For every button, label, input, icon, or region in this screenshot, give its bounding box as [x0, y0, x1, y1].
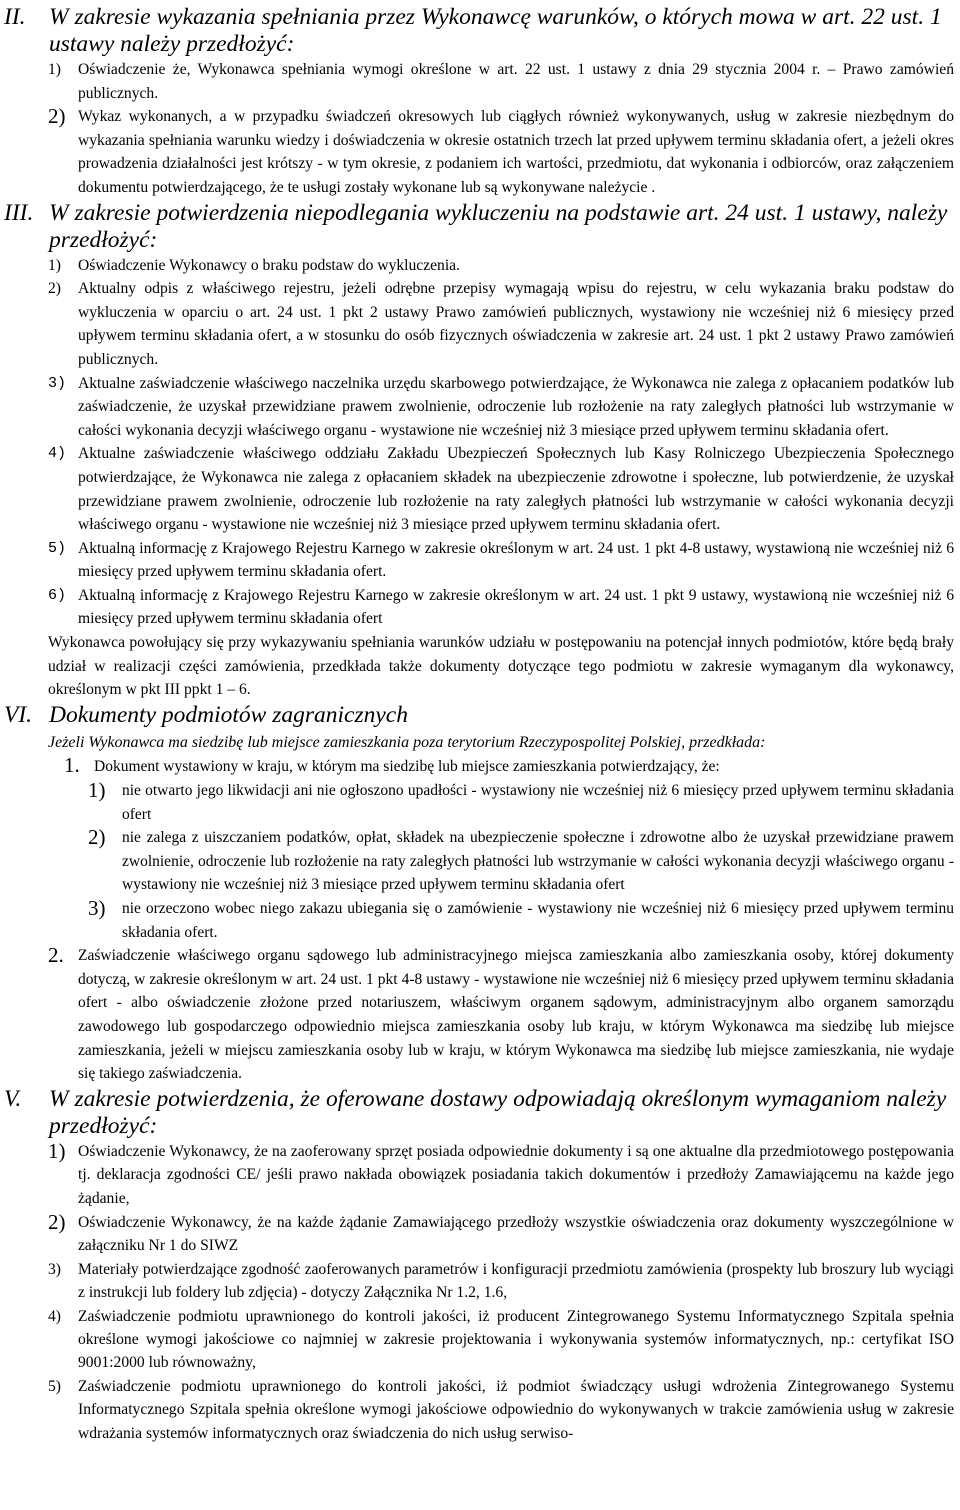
section-number: III. — [4, 199, 34, 226]
item-number: 1) — [88, 778, 106, 803]
list-item — [0, 779, 954, 826]
list-item — [0, 372, 954, 443]
item-number: 6) — [48, 586, 67, 604]
item-number: 2) — [48, 280, 61, 298]
section-title: W zakresie potwierdzenia, że oferowane dostawy odpowiadają określonym wymaganiom należy przedłożyć: — [49, 1085, 947, 1139]
section-heading-6 — [0, 702, 954, 729]
item-text: Aktualne zaświadczenie właściwego oddziału Zakładu Ubezpieczeń Społecznych lub Kasy Rolniczego Ubezpieczenia Społecznego potwierdzające, że Wykonawca nie zalega z opłacaniem składek na ubezpieczenie zdrowotne i społeczne, lub potwierdzenie, że uzyskał przewidziane prawem zwolnienie, odroczenie lub rozłożenie na raty zaległych płatności lub wstrzymanie w całości wykonania decyzji właściwego organu - wystawione nie wcześniej niż 3 miesiące przed upływem terminu składania ofert. — [78, 445, 954, 534]
item-number: 3) — [48, 1260, 61, 1278]
item-text: Aktualną informację z Krajowego Rejestru Karnego w zakresie określonym w art. 24 ust. 1 pkt 4-8 ustawy, wystawioną nie wcześniej niż 6 miesięcy przed upływem terminu składania ofert. — [78, 539, 954, 581]
item-text: nie zalega z uiszczaniem podatków, opłat, składek na ubezpieczenie społeczne i zdrowotne albo że uzyskał przewidziane prawem zwolnienie, odroczenie lub rozłożenie na raty zaległych płatności lub wstrzymanie w całości wykonania decyzji właściwego organu - wystawiony nie wcześniej niż 3 miesiące przed upływem terminu składania ofert — [122, 829, 954, 894]
item-text: Oświadczenie Wykonawcy, że na każde żądanie Zamawiającego przedłoży wszystkie oświadczenia oraz dokumenty wyszczególnione w załączniku Nr 1 do SIWZ — [78, 1213, 954, 1255]
item-number: 2) — [48, 1209, 66, 1234]
item-number: 1. — [64, 753, 80, 778]
item-text: nie orzeczono wobec niego zakazu ubiegania się o zamówienie - wystawiony nie wcześniej niż 6 miesięcy przed upływem terminu składania ofert. — [122, 900, 954, 941]
section-heading-5 — [0, 1086, 954, 1140]
item-number: 1) — [48, 61, 61, 78]
section-title: W zakresie wykazania spełniania przez Wykonawcę warunków, o których mowa w art. 22 ust. 1 ustawy należy przedłożyć: — [49, 4, 942, 57]
list-item — [0, 1211, 954, 1258]
list-item — [0, 897, 954, 944]
item-number: 4) — [48, 1307, 61, 1325]
section-number: VI. — [4, 701, 33, 728]
item-text: nie otwarto jego likwidacji ani nie ogłoszono upadłości - wystawiony nie wcześniej niż 6 miesięcy przed upływem terminu składania ofert — [122, 782, 954, 823]
item-text: Oświadczenie Wykonawcy o braku podstaw do wykluczenia. — [78, 256, 461, 274]
item-number: 3) — [88, 896, 106, 920]
item-text: Oświadczenie że, Wykonawca spełniania wymogi określone w art. 22 ust. 1 ustawy z dnia 29 stycznia 2004 r. – Prawo zamówień publicznych. — [78, 61, 954, 102]
section-title: Dokumenty podmiotów zagranicznych — [49, 701, 408, 728]
item-text: Materiały potwierdzające zgodność zaoferowanych parametrów i konfiguracji przedmiotu zamówienia (prospekty lub broszury lub wyciągi z instrukcji lub foldery lub zdjęcia) - dotyczy Załącznika Nr 1.2, 1.6, — [78, 1260, 954, 1302]
item-text: Aktualny odpis z właściwego rejestru, jeżeli odrębne przepisy wymagają wpisu do rejestru, w celu wykazania braku podstaw do wykluczenia w oparciu o art. 24 ust. 1 pkt 2 ustawy Prawo zamówień publicznych, wystawiony nie wcześniej niż 6 miesięcy przed upływem terminu składania ofert, a w stosunku do osób fizycznych oświadczenia w zakresie art. 24 ust. 1 pkt 2 ustawy Prawo zamówień publicznych. — [78, 280, 954, 368]
item-number: 4) — [48, 445, 67, 463]
list-item — [0, 1140, 954, 1211]
list-item — [0, 944, 954, 1086]
section-title: W zakresie potwierdzenia niepodlegania wykluczeniu na podstawie art. 24 ust. 1 ustawy, należy przedłożyć: — [49, 199, 948, 253]
item-text: Zaświadczenie właściwego organu sądowego lub administracyjnego miejsca zamieszkania albo zamieszkania osoby, której dokumenty dotyczą, w zakresie określonym w art. 24 ust. 1 pkt 4-8 ustawy - wystawione nie wcześniej niż 6 miesięcy przed upływem terminu składania ofert - albo oświadczenie złożone przed notariuszem, właściwym organem sądowym, administracyjnym albo organem samorządu zawodowego lub gospodarczego odpowiednio miejsca zamieszkania osoby lub kraju, w którym Wykonawca ma siedzibę lub miejsce zamieszkania, jeżeli w miejscu zamieszkania osoby lub w kraju, w którym Wykonawca ma siedzibę lub miejsce zamieszkania, nie wydaje się takiego zaświadczenia. — [78, 947, 954, 1083]
list-item — [0, 277, 954, 371]
list-item — [0, 1305, 954, 1375]
list-item — [0, 537, 954, 584]
item-text: Zaświadczenie podmiotu uprawnionego do kontroli jakości, iż podmiot świadczący usługi wdrożenia Zintegrowanego Systemu Informatycznego Szpitala spełnia określone wymogi jakościowe odpowiednio do wykonywanych w trakcie zamówienia usług w zakresie wdrażania systemów informatycznych oraz świadczenia do nich usług serwiso- — [78, 1377, 954, 1442]
item-number: 2) — [48, 104, 66, 129]
item-text: Aktualną informację z Krajowego Rejestru Karnego w zakresie określonym w art. 24 ust. 1 pkt 9 ustawy, wystawioną nie wcześniej niż 6 miesięcy przed upływem terminu składania ofert — [78, 586, 954, 628]
section-intro: Jeżeli Wykonawca ma siedzibę lub miejsce zamieszkania poza terytorium Rzeczypospolitej Polskiej, przedkłada: — [48, 733, 766, 751]
section-number: II. — [4, 4, 26, 30]
item-number: 5) — [48, 1377, 61, 1395]
item-number: 5) — [48, 539, 67, 557]
section-heading-2 — [0, 4, 954, 58]
list-item — [0, 826, 954, 897]
item-number: 1) — [48, 256, 61, 274]
list-item — [0, 1258, 954, 1305]
item-text: Oświadczenie Wykonawcy, że na zaoferowany sprzęt posiada odpowiednie dokumenty i są one aktualne dla przedmiotowego postępowania tj. deklaracja zgodności CE/ jeśli prawo nakłada obowiązek posiadania takich dokumentów i przedłoży Zamawiającemu na każde jego żądanie, — [78, 1142, 954, 1207]
item-text: Wykaz wykonanych, a w przypadku świadczeń okresowych lub ciągłych również wykonywanych, usług w zakresie niezbędnym do wykazania spełniania warunku wiedzy i doświadczenia w okresie ostatnich trzech lat przed upływem terminu składania ofert, a jeżeli okres prowadzenia działalności jest krótszy - w tym okresie, z podaniem ich wartości, przedmiotu, dat wykonania i odbiorców, oraz załączeniem dokumentu potwierdzającego, że te usługi zostały wykonane lub są wykonywane należycie . — [78, 108, 954, 196]
item-number: 2. — [48, 943, 64, 968]
section-note: Wykonawca powołujący się przy wykazywaniu spełniania warunków udziału w postępowaniu na potencjał innych podmiotów, które będą brały udział w realizacji części zamówienia, przedkłada także dokumenty dotyczące tego podmiotu w zakresie wymaganym dla wykonawcy, określonym w pkt III ppkt 1 – 6. — [48, 634, 954, 699]
list-item — [0, 254, 954, 278]
item-number: 1) — [48, 1138, 66, 1163]
item-text: Dokument wystawiony w kraju, w którym ma siedzibę lub miejsce zamieszkania potwierdzający, że: — [94, 758, 720, 776]
list-item — [0, 755, 954, 779]
list-item — [0, 105, 954, 199]
item-text: Aktualne zaświadczenie właściwego naczelnika urzędu skarbowego potwierdzające, że Wykonawca nie zalega z opłacaniem podatków lub zaświadczenie, że uzyskał przewidziane prawem zwolnienie, odroczenie lub rozłożenie na raty zaległych płatności lub wstrzymanie w całości wykonania decyzji właściwego organu - wystawione nie wcześniej niż 3 miesiące przed upływem terminu składania ofert. — [78, 374, 954, 439]
list-item — [0, 442, 954, 536]
item-number: 3) — [48, 374, 67, 392]
list-item — [0, 58, 954, 105]
list-item — [0, 1375, 954, 1445]
section-number: V. — [4, 1085, 22, 1112]
list-item — [0, 584, 954, 631]
item-text: Zaświadczenie podmiotu uprawnionego do kontroli jakości, iż producent Zintegrowanego Systemu Informatycznego Szpitala spełnia określone wymogi jakościowe co najmniej w zakresie projektowania i wykonywania systemów informatycznych, np.: certyfikat ISO 9001:2000 lub równoważny, — [78, 1307, 954, 1372]
section-heading-3 — [0, 200, 954, 254]
item-number: 2) — [88, 825, 106, 850]
